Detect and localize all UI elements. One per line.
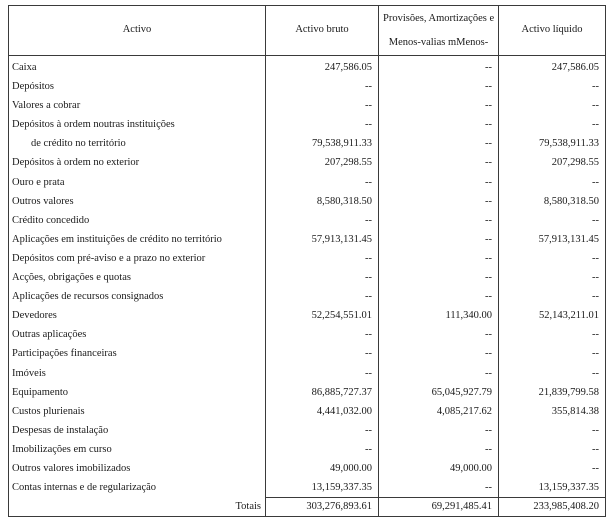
row-activo-bruto: -- [266, 440, 379, 459]
row-provisoes: -- [379, 153, 499, 172]
row-label: Depósitos à ordem noutras instituições [9, 115, 266, 134]
table-row [9, 344, 606, 363]
row-provisoes: -- [379, 134, 499, 153]
row-provisoes: -- [379, 421, 499, 440]
row-activo-bruto: -- [266, 173, 379, 192]
row-activo-liquido: 207,298.55 [499, 153, 606, 172]
row-activo-liquido: -- [499, 440, 606, 459]
row-label: Equipamento [9, 383, 266, 402]
table-row [9, 96, 606, 115]
row-activo-liquido: 79,538,911.33 [499, 134, 606, 153]
table-row [9, 306, 606, 325]
row-label: Crédito concedido [9, 211, 266, 230]
row-activo-bruto: -- [266, 249, 379, 268]
row-activo-bruto: 8,580,318.50 [266, 192, 379, 211]
row-provisoes: -- [379, 344, 499, 363]
row-activo-liquido: -- [499, 268, 606, 287]
row-activo-bruto: -- [266, 287, 379, 306]
row-label: Custos plurienais [9, 402, 266, 421]
row-label: Devedores [9, 306, 266, 325]
row-provisoes: -- [379, 230, 499, 249]
row-activo-liquido: -- [499, 173, 606, 192]
row-label: Contas internas e de regularização [9, 478, 266, 498]
row-activo-liquido: -- [499, 96, 606, 115]
row-activo-liquido: -- [499, 364, 606, 383]
row-provisoes: -- [379, 192, 499, 211]
header-provisoes-line-1: Provisões, Amortizações e [383, 12, 495, 24]
header-provisoes-line-2: Menos-valias mMenos- [388, 36, 489, 48]
row-provisoes: -- [379, 440, 499, 459]
row-provisoes: -- [379, 287, 499, 306]
table-row [9, 268, 606, 287]
row-activo-bruto: 13,159,337.35 [266, 478, 379, 498]
row-activo-bruto: -- [266, 211, 379, 230]
row-label: Despesas de instalação [9, 421, 266, 440]
table-row [9, 364, 606, 383]
row-activo-bruto: -- [266, 344, 379, 363]
totals-row [9, 498, 606, 517]
row-provisoes: -- [379, 115, 499, 134]
row-activo-liquido: 13,159,337.35 [499, 478, 606, 498]
row-label: Ouro e prata [9, 173, 266, 192]
header-activo-bruto: Activo bruto [266, 6, 379, 56]
row-activo-bruto: 49,000.00 [266, 459, 379, 478]
table-body [9, 56, 606, 517]
row-provisoes: 4,085,217.62 [379, 402, 499, 421]
table-row [9, 211, 606, 230]
row-provisoes: 65,045,927.79 [379, 383, 499, 402]
row-activo-liquido: -- [499, 287, 606, 306]
row-activo-liquido: 57,913,131.45 [499, 230, 606, 249]
row-activo-bruto: -- [266, 421, 379, 440]
row-activo-bruto: 57,913,131.45 [266, 230, 379, 249]
row-activo-liquido: 247,586.05 [499, 56, 606, 78]
row-label: Depósitos com pré-aviso e a prazo no exterior [9, 249, 266, 268]
table-row [9, 77, 606, 96]
table-row [9, 249, 606, 268]
row-activo-bruto: -- [266, 77, 379, 96]
row-label: Valores a cobrar [9, 96, 266, 115]
totals-activo-liquido: 233,985,408.20 [499, 498, 606, 517]
row-activo-bruto: 4,441,032.00 [266, 402, 379, 421]
row-provisoes: -- [379, 364, 499, 383]
row-activo-bruto: -- [266, 96, 379, 115]
row-provisoes: -- [379, 77, 499, 96]
row-activo-bruto: 207,298.55 [266, 153, 379, 172]
row-activo-liquido: -- [499, 211, 606, 230]
table-row [9, 134, 606, 153]
row-provisoes: -- [379, 478, 499, 498]
header-activo: Activo [9, 6, 266, 56]
row-provisoes: -- [379, 268, 499, 287]
table-header-row [9, 6, 606, 56]
row-activo-liquido: 52,143,211.01 [499, 306, 606, 325]
row-provisoes: -- [379, 249, 499, 268]
table-row [9, 56, 606, 78]
row-activo-liquido: -- [499, 344, 606, 363]
row-activo-bruto: -- [266, 325, 379, 344]
row-provisoes: 111,340.00 [379, 306, 499, 325]
row-activo-bruto: 52,254,551.01 [266, 306, 379, 325]
row-activo-liquido: -- [499, 459, 606, 478]
row-activo-bruto: 247,586.05 [266, 56, 379, 78]
table-row [9, 153, 606, 172]
table-row [9, 325, 606, 344]
header-activo-liquido: Activo líquido [499, 6, 606, 56]
row-label: Outros valores [9, 192, 266, 211]
balance-sheet-table [8, 5, 606, 517]
row-provisoes: 49,000.00 [379, 459, 499, 478]
table-row [9, 192, 606, 211]
table-row [9, 421, 606, 440]
totals-activo-bruto: 303,276,893.61 [266, 498, 379, 517]
row-label: Depósitos à ordem no exterior [9, 153, 266, 172]
row-activo-liquido: 355,814.38 [499, 402, 606, 421]
table-row [9, 383, 606, 402]
row-activo-liquido: -- [499, 115, 606, 134]
table-row [9, 287, 606, 306]
row-activo-bruto: 86,885,727.37 [266, 383, 379, 402]
row-activo-liquido: -- [499, 77, 606, 96]
row-label: Depósitos [9, 77, 266, 96]
row-provisoes: -- [379, 325, 499, 344]
row-label: Caixa [9, 56, 266, 78]
row-provisoes: -- [379, 211, 499, 230]
table-row [9, 230, 606, 249]
row-provisoes: -- [379, 96, 499, 115]
row-label: Imobilizações em curso [9, 440, 266, 459]
row-activo-liquido: 8,580,318.50 [499, 192, 606, 211]
row-activo-bruto: -- [266, 364, 379, 383]
row-label: Imóveis [9, 364, 266, 383]
header-provisoes [379, 6, 499, 56]
row-label: Aplicações de recursos consignados [9, 287, 266, 306]
balance-sheet-page [8, 5, 605, 514]
row-provisoes: -- [379, 56, 499, 78]
table-row [9, 173, 606, 192]
row-label: Outros valores imobilizados [9, 459, 266, 478]
row-label: Outras aplicações [9, 325, 266, 344]
table-row [9, 440, 606, 459]
row-activo-bruto: -- [266, 268, 379, 287]
table-row [9, 459, 606, 478]
totals-label: Totais [9, 498, 266, 517]
table-row [9, 115, 606, 134]
row-label: de crédito no território [9, 134, 266, 153]
row-activo-liquido: -- [499, 421, 606, 440]
table-row [9, 478, 606, 498]
row-label: Aplicações em instituições de crédito no território [9, 230, 266, 249]
row-activo-liquido: -- [499, 325, 606, 344]
row-activo-liquido: 21,839,799.58 [499, 383, 606, 402]
totals-provisoes: 69,291,485.41 [379, 498, 499, 517]
row-provisoes: -- [379, 173, 499, 192]
table-row [9, 402, 606, 421]
row-label: Acções, obrigações e quotas [9, 268, 266, 287]
row-activo-liquido: -- [499, 249, 606, 268]
row-activo-bruto: 79,538,911.33 [266, 134, 379, 153]
row-activo-bruto: -- [266, 115, 379, 134]
row-label: Participações financeiras [9, 344, 266, 363]
